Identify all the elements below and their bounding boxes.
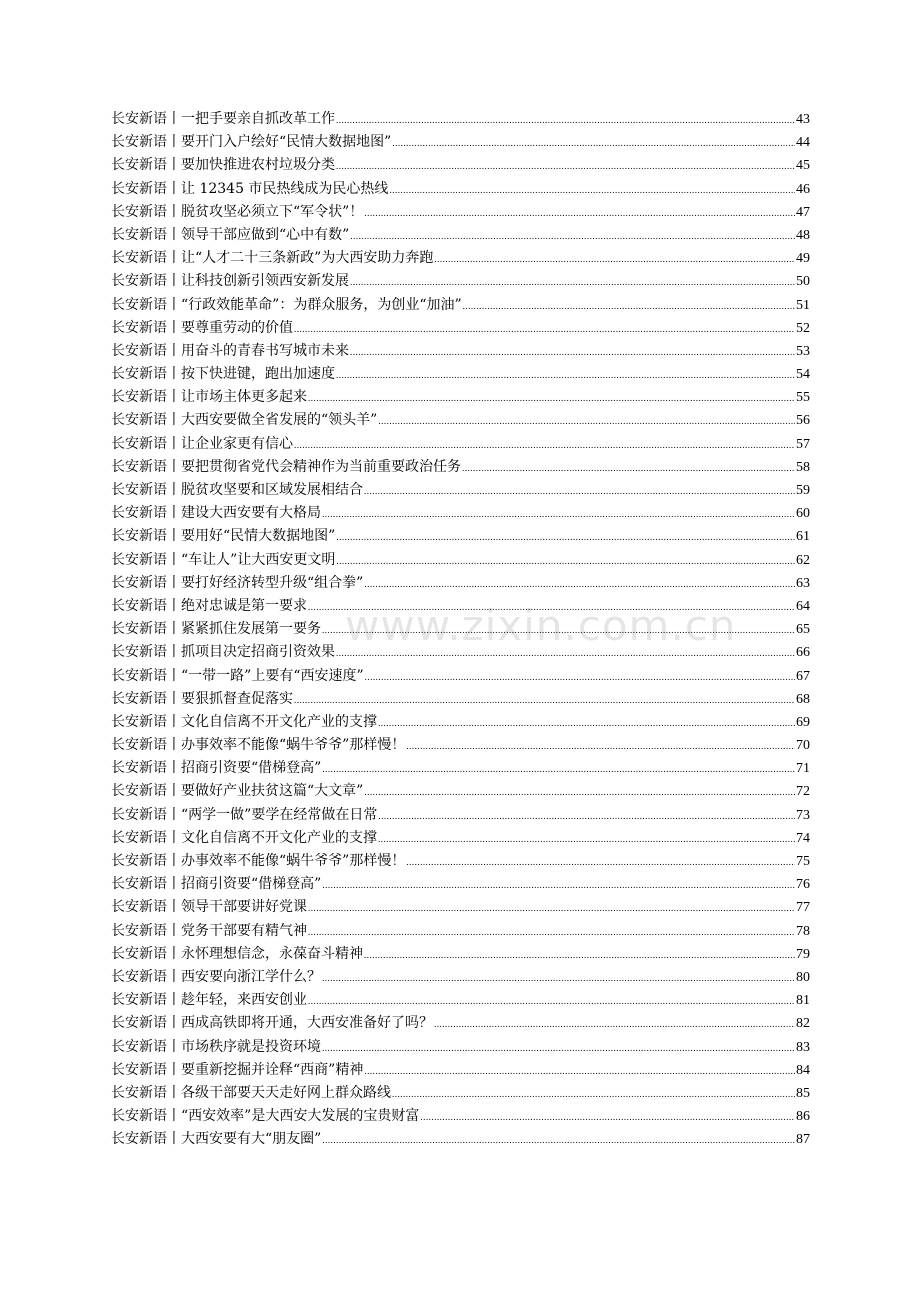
toc-dot-leader bbox=[350, 341, 795, 363]
toc-entry[interactable] bbox=[111, 317, 810, 340]
toc-entry[interactable] bbox=[111, 131, 810, 154]
toc-entry[interactable] bbox=[111, 456, 810, 479]
toc-entry[interactable] bbox=[111, 433, 810, 456]
toc-dot-leader bbox=[308, 596, 795, 618]
toc-entry[interactable] bbox=[111, 1059, 810, 1082]
toc-entry[interactable] bbox=[111, 989, 810, 1012]
toc-entry[interactable] bbox=[111, 1128, 810, 1151]
toc-entry-page-number: 77 bbox=[796, 900, 810, 916]
toc-entry-page-number: 58 bbox=[796, 459, 810, 475]
toc-entry-page-number: 70 bbox=[796, 738, 810, 754]
toc-entry-title: 长安新语丨紧紧抓住发展第一要务 bbox=[111, 621, 321, 638]
toc-dot-leader bbox=[308, 921, 795, 943]
toc-entry-page-number: 47 bbox=[796, 204, 810, 220]
toc-dot-leader bbox=[434, 248, 795, 270]
toc-dot-leader bbox=[406, 735, 795, 757]
toc-entry-title: 长安新语丨要尊重劳动的价值 bbox=[111, 319, 293, 336]
toc-entry-page-number: 43 bbox=[796, 112, 810, 127]
toc-entry-page-number: 86 bbox=[796, 1109, 810, 1125]
toc-entry-page-number: 62 bbox=[796, 552, 810, 568]
toc-entry-title: 长安新语丨“一带一路”上要有“西安速度” bbox=[111, 667, 364, 684]
toc-dot-leader bbox=[364, 480, 795, 502]
toc-entry-page-number: 85 bbox=[796, 1085, 810, 1101]
toc-entry-page-number: 67 bbox=[796, 668, 810, 684]
toc-dot-leader bbox=[378, 712, 795, 734]
toc-entry-page-number: 84 bbox=[796, 1062, 810, 1078]
toc-dot-leader bbox=[462, 457, 795, 479]
toc-entry-title: 长安新语丨大西安要做全省发展的“领头羊” bbox=[111, 412, 378, 429]
toc-dot-leader bbox=[434, 1013, 795, 1035]
toc-dot-leader bbox=[322, 503, 795, 525]
toc-entry[interactable] bbox=[111, 1036, 810, 1059]
toc-dot-leader bbox=[364, 944, 795, 966]
toc-entry-page-number: 61 bbox=[796, 529, 810, 545]
toc-dot-leader bbox=[308, 897, 795, 919]
toc-entry[interactable] bbox=[111, 734, 810, 757]
toc-entry-title: 长安新语丨大西安要有大“朋友圈” bbox=[111, 1131, 322, 1148]
toc-entry[interactable] bbox=[111, 363, 810, 386]
toc-entry-title: 长安新语丨永怀理想信念，永葆奋斗精神 bbox=[111, 945, 363, 962]
toc-entry[interactable] bbox=[111, 688, 810, 711]
toc-entry-page-number: 69 bbox=[796, 714, 810, 730]
toc-dot-leader bbox=[294, 318, 795, 340]
toc-entry[interactable] bbox=[111, 201, 810, 224]
toc-entry[interactable] bbox=[111, 224, 810, 247]
toc-entry[interactable] bbox=[111, 873, 810, 896]
toc-entry[interactable] bbox=[111, 850, 810, 873]
toc-entry-title: 长安新语丨要加快推进农村垃圾分类 bbox=[111, 157, 335, 174]
toc-entry-page-number: 78 bbox=[796, 923, 810, 939]
toc-entry-title: 长安新语丨脱贫攻坚必须立下“军令状”！ bbox=[111, 203, 364, 220]
toc-entry-title: 长安新语丨文化自信离不开文化产业的支撑 bbox=[111, 829, 377, 846]
toc-entry-page-number: 83 bbox=[796, 1039, 810, 1055]
toc-entry-page-number: 66 bbox=[796, 645, 810, 661]
toc-entry-title: 长安新语丨绝对忠诚是第一要求 bbox=[111, 597, 307, 614]
toc-dot-leader bbox=[378, 410, 795, 432]
toc-entry[interactable] bbox=[111, 711, 810, 734]
toc-dot-leader bbox=[378, 828, 795, 850]
toc-entry-title: 长安新语丨脱贫攻坚要和区域发展相结合 bbox=[111, 482, 363, 498]
toc-entry-page-number: 81 bbox=[796, 993, 810, 1009]
toc-entry-page-number: 65 bbox=[796, 622, 810, 638]
toc-entry[interactable] bbox=[111, 966, 810, 989]
table-of-contents bbox=[111, 108, 810, 1151]
toc-dot-leader bbox=[364, 1060, 795, 1082]
toc-dot-leader bbox=[322, 1037, 795, 1059]
toc-entry-title: 长安新语丨办事效率不能像“蜗牛爷爷”那样慢！ bbox=[111, 853, 406, 869]
toc-entry-page-number: 63 bbox=[796, 575, 810, 591]
toc-dot-leader bbox=[336, 526, 795, 548]
toc-entry-title: 长安新语丨文化自信离不开文化产业的支撑 bbox=[111, 713, 377, 730]
toc-entry-page-number: 72 bbox=[796, 784, 810, 800]
toc-entry-title: 长安新语丨让“人才二十三条新政”为大西安助力奔跑 bbox=[111, 250, 434, 267]
toc-entry[interactable] bbox=[111, 1012, 810, 1035]
toc-entry[interactable] bbox=[111, 896, 810, 919]
toc-entry-title: 长安新语丨建设大西安要有大格局 bbox=[111, 505, 321, 522]
toc-entry[interactable] bbox=[111, 804, 810, 827]
toc-entry-title: 长安新语丨要开门入户绘好“民情大数据地图” bbox=[111, 134, 392, 151]
toc-entry[interactable] bbox=[111, 409, 810, 432]
toc-entry-title: 长安新语丨让企业家更有信心 bbox=[111, 435, 293, 452]
toc-entry-title: 长安新语丨各级干部要天天走好网上群众路线 bbox=[111, 1084, 391, 1101]
toc-entry[interactable] bbox=[111, 178, 810, 201]
toc-entry-title: 长安新语丨“车让人”让大西安更文明 bbox=[111, 551, 336, 568]
toc-entry[interactable] bbox=[111, 572, 810, 595]
toc-dot-leader bbox=[463, 295, 795, 317]
toc-entry-page-number: 50 bbox=[796, 274, 810, 290]
toc-dot-leader bbox=[392, 1083, 795, 1105]
toc-entry[interactable] bbox=[111, 154, 810, 177]
toc-entry[interactable] bbox=[111, 943, 810, 966]
toc-entry-page-number: 54 bbox=[796, 367, 810, 383]
toc-entry[interactable] bbox=[111, 920, 810, 943]
toc-entry-title: 长安新语丨领导干部要讲好党课 bbox=[111, 899, 307, 916]
toc-entry[interactable] bbox=[111, 247, 810, 270]
toc-dot-leader bbox=[392, 132, 795, 154]
toc-entry-title: 长安新语丨党务干部要有精气神 bbox=[111, 922, 307, 939]
toc-entry-title: 长安新语丨让市场主体更多起来 bbox=[111, 389, 307, 406]
toc-dot-leader bbox=[322, 967, 795, 989]
toc-entry-page-number: 45 bbox=[796, 158, 810, 174]
toc-entry-title: 长安新语丨市场秩序就是投资环境 bbox=[111, 1038, 321, 1055]
toc-entry-title: 长安新语丨一把手要亲自抓改革工作 bbox=[111, 111, 335, 127]
toc-entry[interactable] bbox=[111, 479, 810, 502]
toc-entry-page-number: 49 bbox=[796, 251, 810, 267]
toc-entry-title: 长安新语丨办事效率不能像“蜗牛爷爷”那样慢！ bbox=[111, 737, 406, 754]
toc-entry[interactable] bbox=[111, 549, 810, 572]
toc-entry-title: 长安新语丨让 12345 市民热线成为民心热线 bbox=[111, 180, 389, 197]
toc-dot-leader bbox=[294, 434, 795, 456]
toc-entry-title: 长安新语丨抓项目决定招商引资效果 bbox=[111, 644, 335, 661]
toc-entry-title: 长安新语丨用奋斗的青春书写城市未来 bbox=[111, 342, 349, 359]
toc-dot-leader bbox=[308, 387, 795, 409]
toc-entry-page-number: 79 bbox=[796, 946, 810, 962]
toc-entry-page-number: 74 bbox=[796, 830, 810, 846]
toc-entry[interactable] bbox=[111, 294, 810, 317]
toc-entry-page-number: 57 bbox=[796, 436, 810, 452]
toc-entry[interactable] bbox=[111, 757, 810, 780]
toc-entry[interactable] bbox=[111, 340, 810, 363]
toc-entry-title: 长安新语丨让科技创新引领西安新发展 bbox=[111, 273, 349, 290]
toc-dot-leader bbox=[322, 874, 795, 896]
toc-entry[interactable] bbox=[111, 780, 810, 803]
toc-dot-leader bbox=[294, 689, 795, 711]
toc-entry-page-number: 73 bbox=[796, 807, 810, 823]
toc-entry[interactable] bbox=[111, 665, 810, 688]
toc-entry[interactable] bbox=[111, 386, 810, 409]
toc-entry[interactable] bbox=[111, 270, 810, 293]
toc-entry-title: 长安新语丨招商引资要“借梯登高” bbox=[111, 876, 322, 893]
toc-dot-leader bbox=[350, 271, 795, 293]
toc-dot-leader bbox=[336, 155, 795, 177]
toc-entry[interactable] bbox=[111, 1105, 810, 1128]
toc-dot-leader bbox=[322, 619, 795, 641]
toc-entry-title: 长安新语丨要重新挖掘并诠释“西商”精神 bbox=[111, 1061, 364, 1078]
toc-entry-title: 长安新语丨要把贯彻省党代会精神作为当前重要政治任务 bbox=[111, 458, 461, 475]
toc-dot-leader bbox=[308, 990, 795, 1012]
toc-entry-page-number: 53 bbox=[796, 343, 810, 359]
toc-entry-page-number: 82 bbox=[796, 1016, 810, 1032]
toc-entry-title: 长安新语丨要做好产业扶贫这篇“大文章” bbox=[111, 783, 364, 800]
toc-entry-title: 长安新语丨“两学一做”要学在经常做在日常 bbox=[111, 806, 378, 823]
toc-entry-page-number: 48 bbox=[796, 227, 810, 243]
toc-entry[interactable] bbox=[111, 1082, 810, 1105]
toc-entry-page-number: 51 bbox=[796, 297, 810, 313]
toc-dot-leader bbox=[336, 364, 795, 386]
toc-entry-page-number: 75 bbox=[796, 854, 810, 869]
toc-dot-leader bbox=[389, 179, 795, 201]
toc-entry-page-number: 87 bbox=[796, 1132, 810, 1148]
toc-dot-leader bbox=[406, 851, 795, 873]
toc-entry-title: 长安新语丨“行政效能革命”：为群众服务，为创业“加油” bbox=[111, 296, 462, 313]
toc-entry[interactable] bbox=[111, 827, 810, 850]
toc-dot-leader bbox=[364, 573, 795, 595]
toc-dot-leader bbox=[378, 805, 795, 827]
toc-entry-page-number: 52 bbox=[796, 320, 810, 336]
toc-entry-title: 长安新语丨要打好经济转型升级“组合拳” bbox=[111, 574, 364, 591]
toc-entry-title: 长安新语丨西安要向浙江学什么？ bbox=[111, 968, 321, 985]
toc-entry-page-number: 46 bbox=[796, 181, 810, 197]
toc-entry-title: 长安新语丨西成高铁即将开通，大西安准备好了吗？ bbox=[111, 1015, 433, 1032]
toc-dot-leader bbox=[365, 666, 795, 688]
toc-entry-page-number: 56 bbox=[796, 413, 810, 429]
toc-dot-leader bbox=[336, 550, 795, 572]
toc-entry-page-number: 55 bbox=[796, 390, 810, 406]
toc-dot-leader bbox=[350, 225, 795, 247]
toc-entry[interactable] bbox=[111, 618, 810, 641]
toc-entry[interactable] bbox=[111, 525, 810, 548]
toc-entry[interactable] bbox=[111, 108, 810, 131]
toc-entry-title: 长安新语丨领导干部应做到“心中有数” bbox=[111, 226, 350, 243]
toc-entry-page-number: 76 bbox=[796, 877, 810, 893]
toc-entry-title: 长安新语丨“西安效率”是大西安大发展的宝贵财富 bbox=[111, 1108, 420, 1125]
toc-entry-page-number: 68 bbox=[796, 691, 810, 707]
toc-dot-leader bbox=[336, 109, 795, 131]
toc-entry-page-number: 80 bbox=[796, 969, 810, 985]
toc-entry-page-number: 71 bbox=[796, 761, 810, 777]
toc-dot-leader bbox=[336, 642, 795, 664]
toc-dot-leader bbox=[420, 1106, 795, 1128]
toc-entry-title: 长安新语丨要用好“民情大数据地图” bbox=[111, 528, 336, 545]
toc-entry[interactable] bbox=[111, 641, 810, 664]
toc-entry-page-number: 60 bbox=[796, 506, 810, 522]
toc-entry-title: 长安新语丨要狠抓督查促落实 bbox=[111, 690, 293, 707]
toc-dot-leader bbox=[364, 202, 795, 224]
toc-dot-leader bbox=[322, 1129, 795, 1151]
toc-entry-page-number: 44 bbox=[796, 135, 810, 151]
toc-entry[interactable] bbox=[111, 595, 810, 618]
toc-dot-leader bbox=[322, 758, 795, 780]
toc-dot-leader bbox=[364, 781, 795, 803]
toc-entry-page-number: 64 bbox=[796, 598, 810, 614]
toc-entry-title: 长安新语丨趁年轻，来西安创业 bbox=[111, 992, 307, 1009]
toc-entry[interactable] bbox=[111, 502, 810, 525]
watermark-text: www.zixin.com.cn bbox=[345, 601, 737, 650]
toc-entry-title: 长安新语丨招商引资要“借梯登高” bbox=[111, 760, 322, 777]
toc-entry-title: 长安新语丨按下快进键，跑出加速度 bbox=[111, 366, 335, 383]
toc-entry-page-number: 59 bbox=[796, 483, 810, 498]
